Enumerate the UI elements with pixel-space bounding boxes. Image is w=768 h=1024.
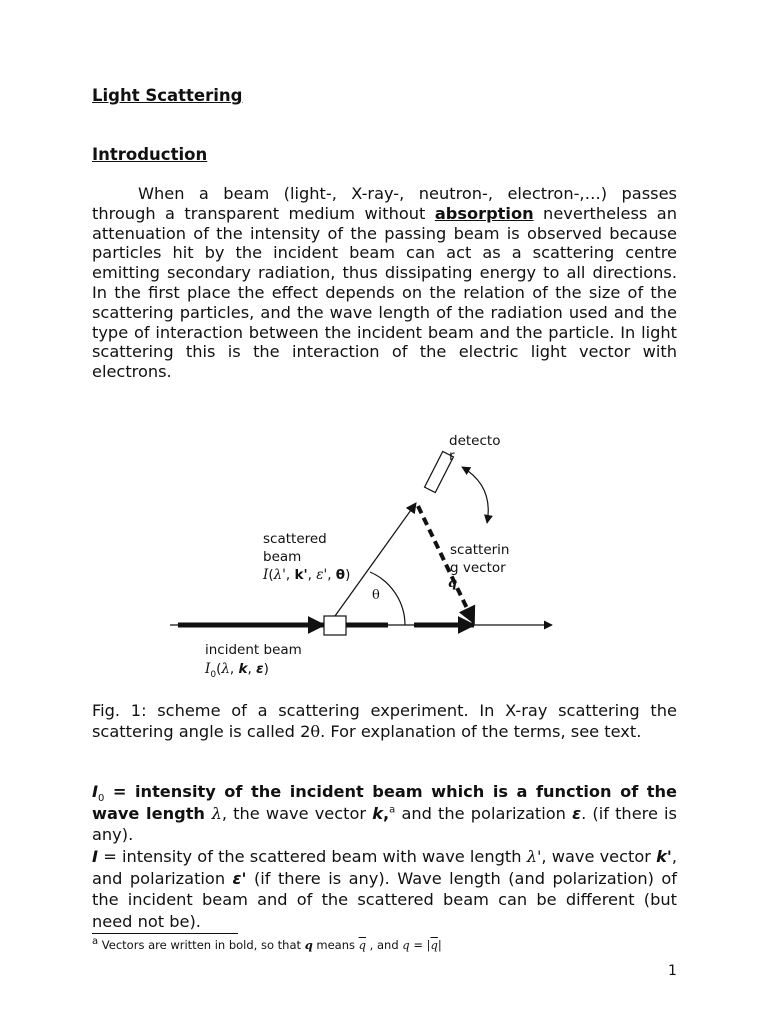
paragraph-text-part1: When a beam (light-, X-ray-, neutron-, electron-,…) passes through a transparent medium without [92,184,677,223]
detector-label-line1: detecto [449,433,501,449]
scattering-vector-symbol: q [448,576,458,591]
section-heading-introduction: Introduction [92,145,208,164]
incident-beam-label: incident beam [205,642,302,658]
sample-box [324,616,346,635]
paragraph-emphasis-absorption: absorption [434,203,534,223]
scattering-vector-label-line1: scatterin [450,542,510,558]
scattered-beam-formula: I(λ', k', ε', θ) [263,567,351,583]
detector-label-line2: r [449,448,455,464]
definition-incident-intensity: $I_0$ = intensity of the incident beam which is a function of the wave length λ, the wave vector k,$^a$ and the polarization ε. (if there is any). [92,782,677,844]
scattering-diagram [0,420,768,690]
introduction-paragraph [92,184,677,382]
page-number: 1 [668,963,677,979]
angle-theta-label: θ [372,588,380,603]
scattering-vector-label-line2: g vector [450,560,506,576]
figure-caption: Fig. 1: scheme of a scattering experiment. In X-ray scattering the scattering angle is called 2θ. For explanation of the terms, see text. [92,701,677,741]
footnote-separator [92,933,238,934]
scattered-beam-label-line1: scattered [263,531,327,547]
footnote: $^a$ Vectors are written in bold, so that q means $\overline{q}$ , and $q = |\overline{q}|$ [92,936,442,952]
paragraph-text-part2: nevertheless an attenuation of the intensity of the passing beam is observed because particles hit by the incident beam can act as a scattering centre emitting secondary radiation, thus dissipating energy to all directions. In the first place the effect depends on the relation of the size of the scattering particles, and the wave length of the radiation used and the type of interaction between the incident beam and the particle. In light scattering this is the interaction of the electric light vector with electrons. [92,203,677,382]
scattered-beam-label-line2: beam [263,549,302,565]
definition-scattered-intensity: I = intensity of the scattered beam with wave length λ', wave vector k', and polarization ε' (if there is any). Wave length (and polarization) of the incident beam and of the scattered beam can be different (but need not be). [92,847,678,931]
detector-rotation-arrow [462,467,488,523]
incident-beam-formula: $I_0(\lambda$, k, ε) [205,661,269,680]
document-title: Light Scattering [92,86,243,105]
